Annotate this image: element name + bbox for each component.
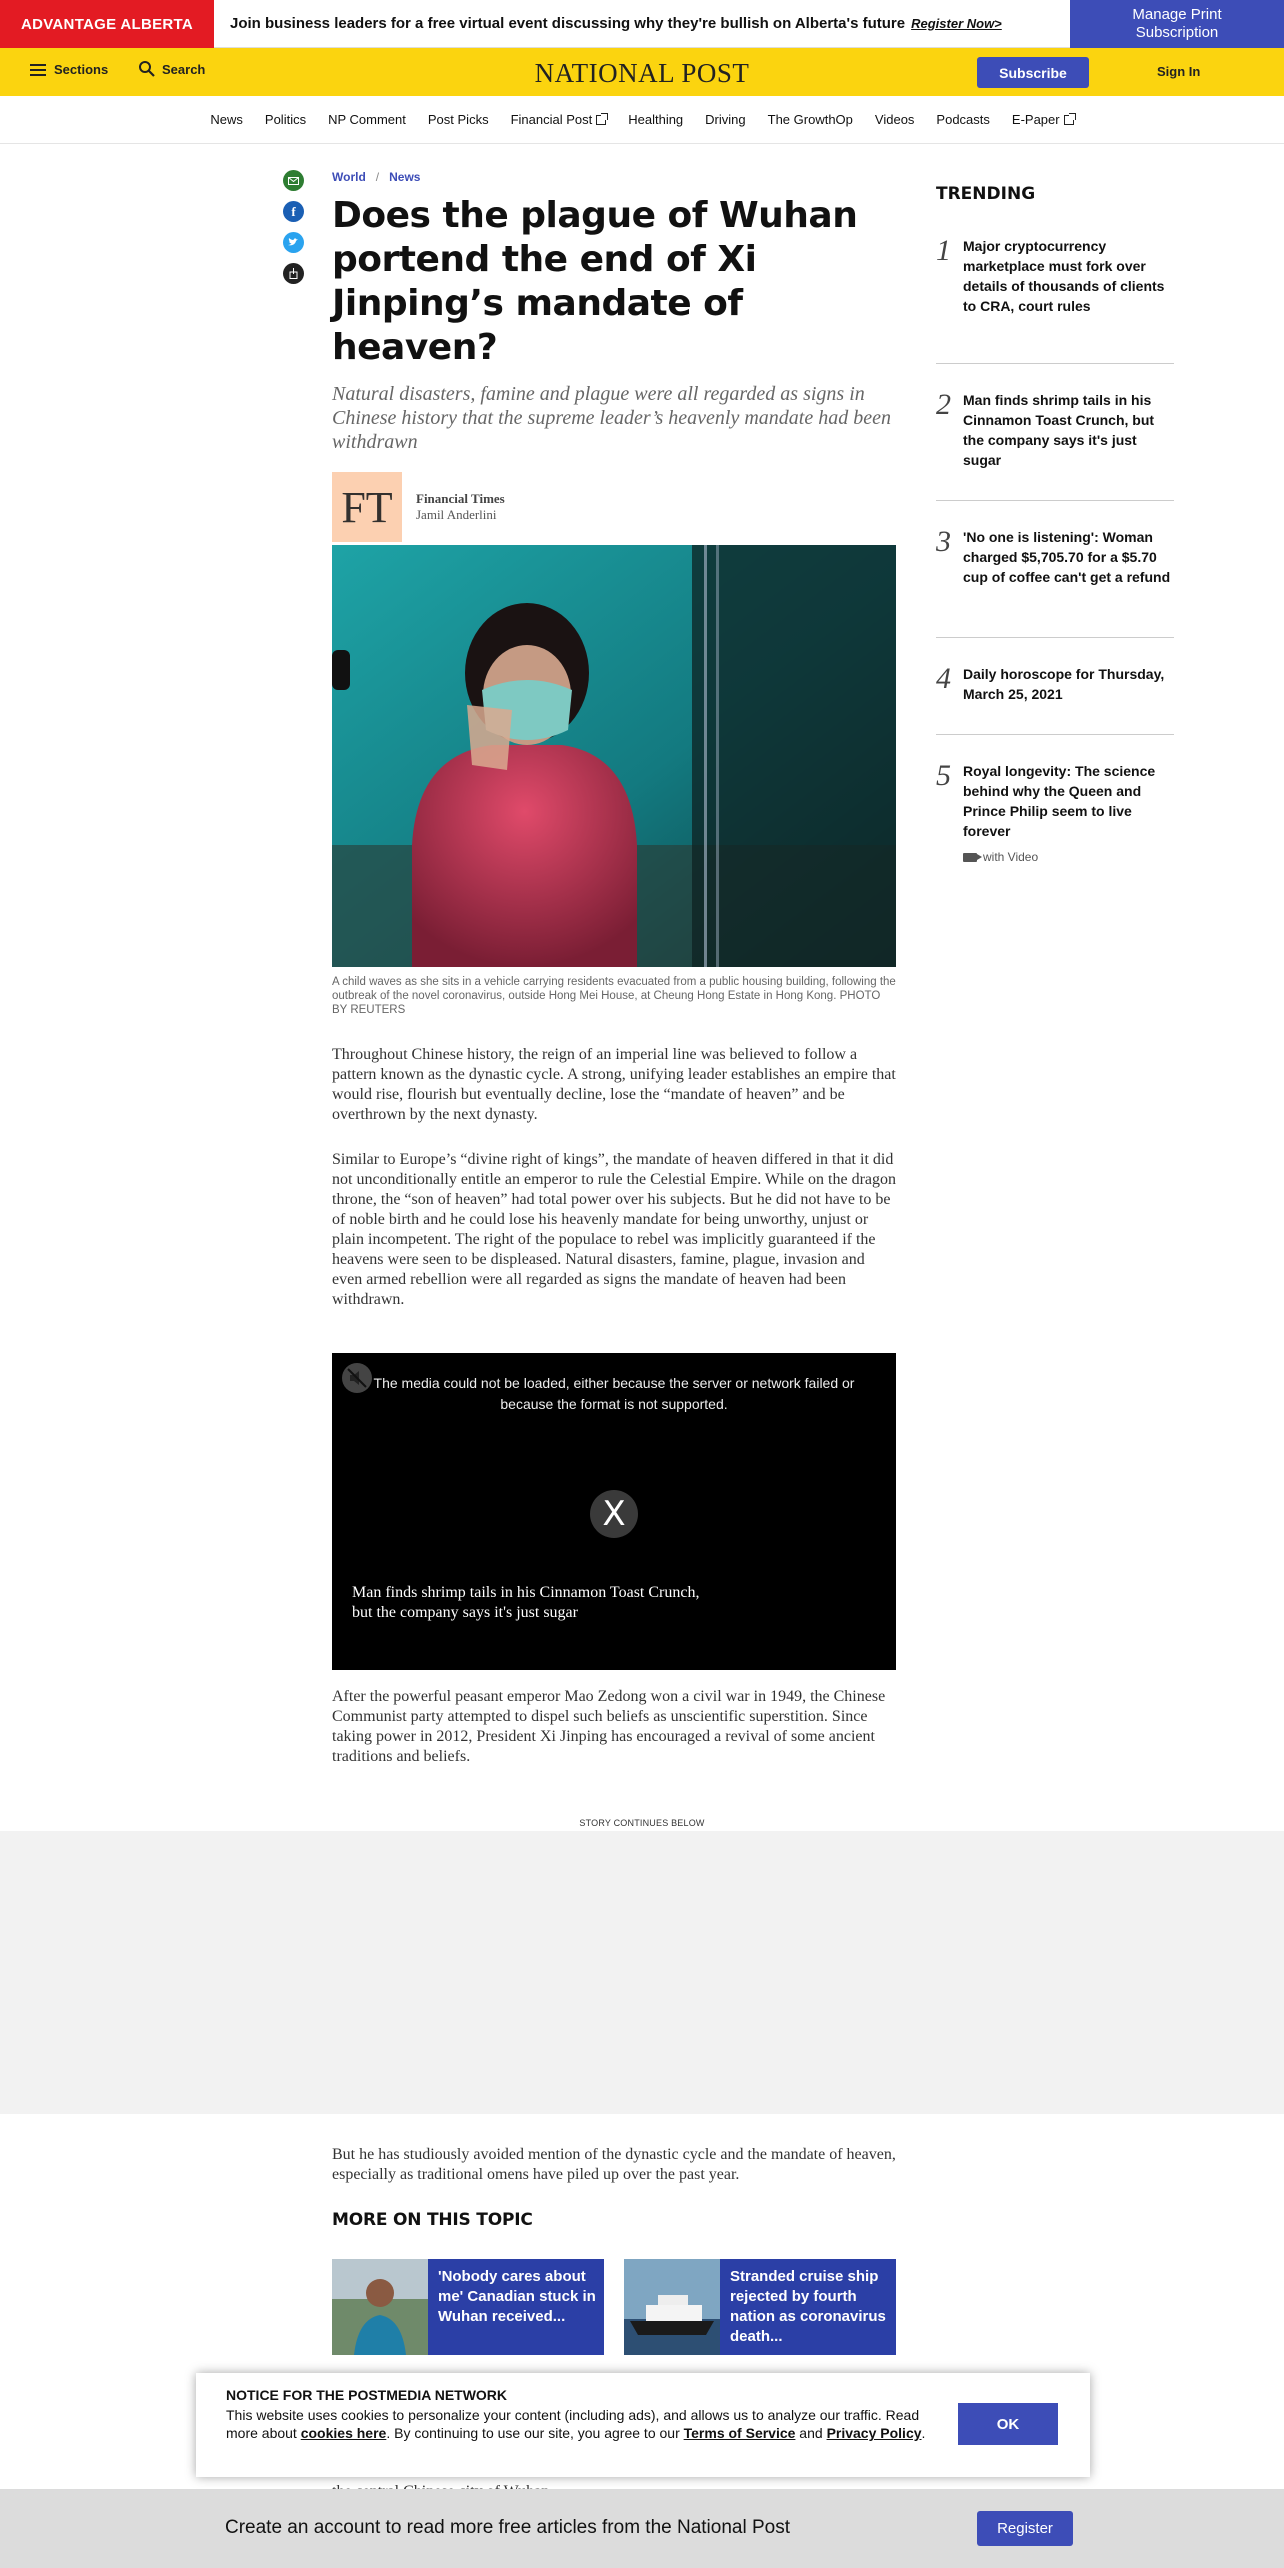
close-icon[interactable]: X — [590, 1490, 638, 1538]
nav-item-np-comment[interactable]: NP Comment — [328, 112, 406, 127]
nav-item-videos[interactable]: Videos — [874, 112, 915, 127]
nav-item-financial-post[interactable] — [511, 112, 607, 127]
external-link-icon — [1064, 115, 1074, 125]
article-dek: Natural disasters, famine and plague were all regarded as signs in Chinese history that the supreme leader’s heavenly mandate had been withdrawn — [332, 383, 891, 453]
cookie-text-part: . By continuing to use our site, you agree to our — [386, 2425, 684, 2441]
cookie-text-part: This website uses cookies to personalize your content (including ads), and allows us to analyze our traffic. Read more about — [226, 2407, 920, 2441]
breadcrumb — [332, 170, 896, 184]
search-label: Search — [162, 61, 206, 77]
trending-title: Man finds shrimp tails in his Cinnamon Toast Crunch, but the company says it's just sugar — [963, 392, 1155, 468]
cookie-notice — [196, 2373, 1090, 2477]
trending-list — [936, 234, 1174, 885]
main-nav — [0, 96, 1284, 144]
trending-rank: 3 — [936, 525, 951, 558]
cookie-text-part: and — [795, 2425, 827, 2441]
photo-caption: A child waves as she sits in a vehicle carrying residents evacuated from a public housing building, following the outbreak of the novel coronavirus, outside Hong Mei House, at Cheung Hong Estate in Hong Kong. PHOTO BY REUTERS — [332, 976, 896, 1016]
cookie-notice-title: NOTICE FOR THE POSTMEDIA NETWORK — [226, 2387, 508, 2403]
body-paragraph: Throughout Chinese history, the reign of an imperial line was believed to follow a pattern known as the dynastic cycle. A strong, unifying leader establishes an empire that would rise, flourish but eventually decline, lose the “mandate of heaven” and be overthrown by the next dynasty. — [332, 1046, 896, 1123]
search-icon — [138, 60, 156, 78]
byline-source[interactable]: Financial Times — [416, 491, 505, 506]
ft-logo[interactable]: FT — [332, 472, 402, 542]
trending-rank: 1 — [936, 234, 951, 267]
nav-item-driving[interactable]: Driving — [705, 112, 746, 127]
register-bar — [0, 2489, 1284, 2568]
nav-item-healthing[interactable]: Healthing — [628, 112, 684, 127]
breadcrumb-news[interactable]: News — [389, 170, 421, 184]
cookies-link[interactable]: cookies here — [300, 2425, 387, 2441]
nav-item-epaper[interactable] — [1012, 112, 1074, 127]
share-rail — [283, 170, 304, 284]
facebook-share-button[interactable] — [283, 201, 304, 222]
video-badge — [963, 847, 1174, 867]
body-paragraph: Similar to Europe’s “divine right of kings”, the mandate of heaven differed in that it did not unconditionally entitle an emperor to rule the Celestial Empire. While on the dragon throne, the “son of heaven” had total power over his subjects. But he did not have to be of noble birth and he could lose his heavenly mandate for being unworthy, unjust or plain incompetent. The right of the populace to rebel was implicitly guaranteed if the heavens were seen to be displeased. Natural disasters, famine, plague, invasion and even armed rebellion were all regarded as signs the mandate of heaven had been withdrawn. — [332, 1151, 896, 1308]
nav-item-growthop[interactable]: The GrowthOp — [767, 112, 853, 127]
trending-rank: 2 — [936, 388, 951, 421]
nav-item-financial-post-label: Financial Post — [510, 112, 593, 127]
sections-button[interactable] — [30, 62, 108, 77]
trending-rank: 5 — [936, 759, 951, 792]
video-badge-label: with Video — [983, 850, 1039, 864]
sections-label: Sections — [54, 62, 109, 77]
video-camera-icon — [963, 853, 977, 862]
promo-brand[interactable]: ADVANTAGE ALBERTA — [0, 0, 214, 48]
video-player[interactable] — [332, 1353, 896, 1670]
more-share-button[interactable] — [283, 263, 304, 284]
nav-item-politics[interactable]: Politics — [264, 112, 307, 127]
video-title: Man finds shrimp tails in his Cinnamon Toast Crunch, but the company says it's just sugar — [352, 1584, 700, 1621]
cookie-text-part: . — [921, 2425, 926, 2441]
privacy-link[interactable]: Privacy Policy — [826, 2425, 922, 2441]
breadcrumb-world[interactable]: World — [332, 170, 366, 184]
nav-item-news[interactable]: News — [210, 112, 243, 127]
trending-item[interactable] — [936, 364, 1174, 501]
related-article-title: 'Nobody cares about me' Canadian stuck in Wuhan received... — [438, 2268, 596, 2325]
lead-photo[interactable] — [332, 545, 896, 967]
cookie-notice-text — [226, 2406, 946, 2442]
facebook-icon: f — [291, 203, 296, 219]
trending-title: Major cryptocurrency marketplace must fork over details of thousands of clients to CRA, court rules — [963, 238, 1165, 314]
subscribe-button[interactable]: Subscribe — [977, 57, 1089, 88]
breadcrumb-separator: / — [375, 170, 380, 184]
related-article-card[interactable] — [332, 2259, 604, 2355]
register-button[interactable]: Register — [977, 2511, 1073, 2546]
hamburger-icon — [30, 64, 46, 76]
video-error-message: The media could not be loaded, either because the server or network failed or because the format is not supported. — [373, 1375, 855, 1412]
site-logo[interactable]: NATIONAL POST — [534, 58, 750, 88]
lead-photo-image — [332, 545, 896, 967]
body-paragraph: After the powerful peasant emperor Mao Zedong won a civil war in 1949, the Chinese Communist party attempted to dispel such beliefs as unscientific superstition. Since taking power in 2012, President Xi Jinping has encouraged a revival of some ancient traditions and beliefs. — [332, 1688, 886, 1765]
trending-heading: TRENDING — [936, 184, 1036, 204]
related-article-image — [332, 2259, 428, 2355]
article-header — [332, 170, 896, 574]
story-continues-label: STORY CONTINUES BELOW — [579, 1818, 705, 1828]
body-paragraph: But he has studiously avoided mention of the dynastic cycle and the mandate of heaven, especially as traditional omens have piled up over the past year. — [332, 2146, 896, 2183]
byline-author: Jamil Anderlini — [416, 507, 497, 522]
trending-item[interactable] — [936, 735, 1174, 885]
cookie-ok-button[interactable]: OK — [958, 2403, 1058, 2445]
related-article-image — [624, 2259, 720, 2355]
article-headline: Does the plague of Wuhan portend the end of Xi Jinping’s mandate of heaven? — [332, 195, 858, 368]
more-on-topic-heading: MORE ON THIS TOPIC — [332, 2210, 533, 2230]
byline — [332, 472, 896, 542]
terms-link[interactable]: Terms of Service — [683, 2425, 796, 2441]
external-link-icon — [596, 115, 606, 125]
promo-message-text: Join business leaders for a free virtual event discussing why they're bullish on Alberta's future — [230, 15, 906, 32]
trending-title: Royal longevity: The science behind why the Queen and Prince Philip seem to live forever — [963, 763, 1156, 839]
trending-item[interactable] — [936, 234, 1174, 364]
nav-item-epaper-label: E-Paper — [1011, 112, 1060, 127]
envelope-icon — [288, 177, 299, 185]
trending-title: 'No one is listening': Woman charged $5,705.70 for a $5.70 cup of coffee can't get a refund — [963, 529, 1171, 585]
search-button[interactable] — [138, 60, 205, 78]
promo-message[interactable] — [214, 0, 1070, 47]
trending-item[interactable] — [936, 501, 1174, 638]
trending-title: Daily horoscope for Thursday, March 25, 2021 — [963, 666, 1165, 702]
trending-item[interactable] — [936, 638, 1174, 735]
trending-rank: 4 — [936, 662, 951, 695]
email-share-button[interactable] — [283, 170, 304, 191]
manage-subscription-button[interactable]: Manage Print Subscription — [1070, 0, 1284, 48]
share-icon — [289, 268, 298, 279]
sign-in-link[interactable]: Sign In — [1157, 64, 1201, 79]
twitter-share-button[interactable] — [283, 232, 304, 253]
register-prompt: Create an account to read more free articles from the National Post — [225, 2517, 790, 2538]
related-article-title: Stranded cruise ship rejected by fourth nation as coronavirus death... — [730, 2268, 886, 2345]
promo-register-link[interactable]: Register Now> — [911, 16, 1002, 31]
site-header — [0, 48, 1284, 96]
nav-item-post-picks[interactable]: Post Picks — [427, 112, 489, 127]
promo-banner — [0, 0, 1284, 48]
nav-item-podcasts[interactable]: Podcasts — [936, 112, 990, 127]
ad-slot — [0, 1831, 1284, 2114]
twitter-icon — [288, 238, 299, 247]
trending-sidebar — [936, 184, 1174, 885]
related-article-card[interactable] — [624, 2259, 896, 2355]
